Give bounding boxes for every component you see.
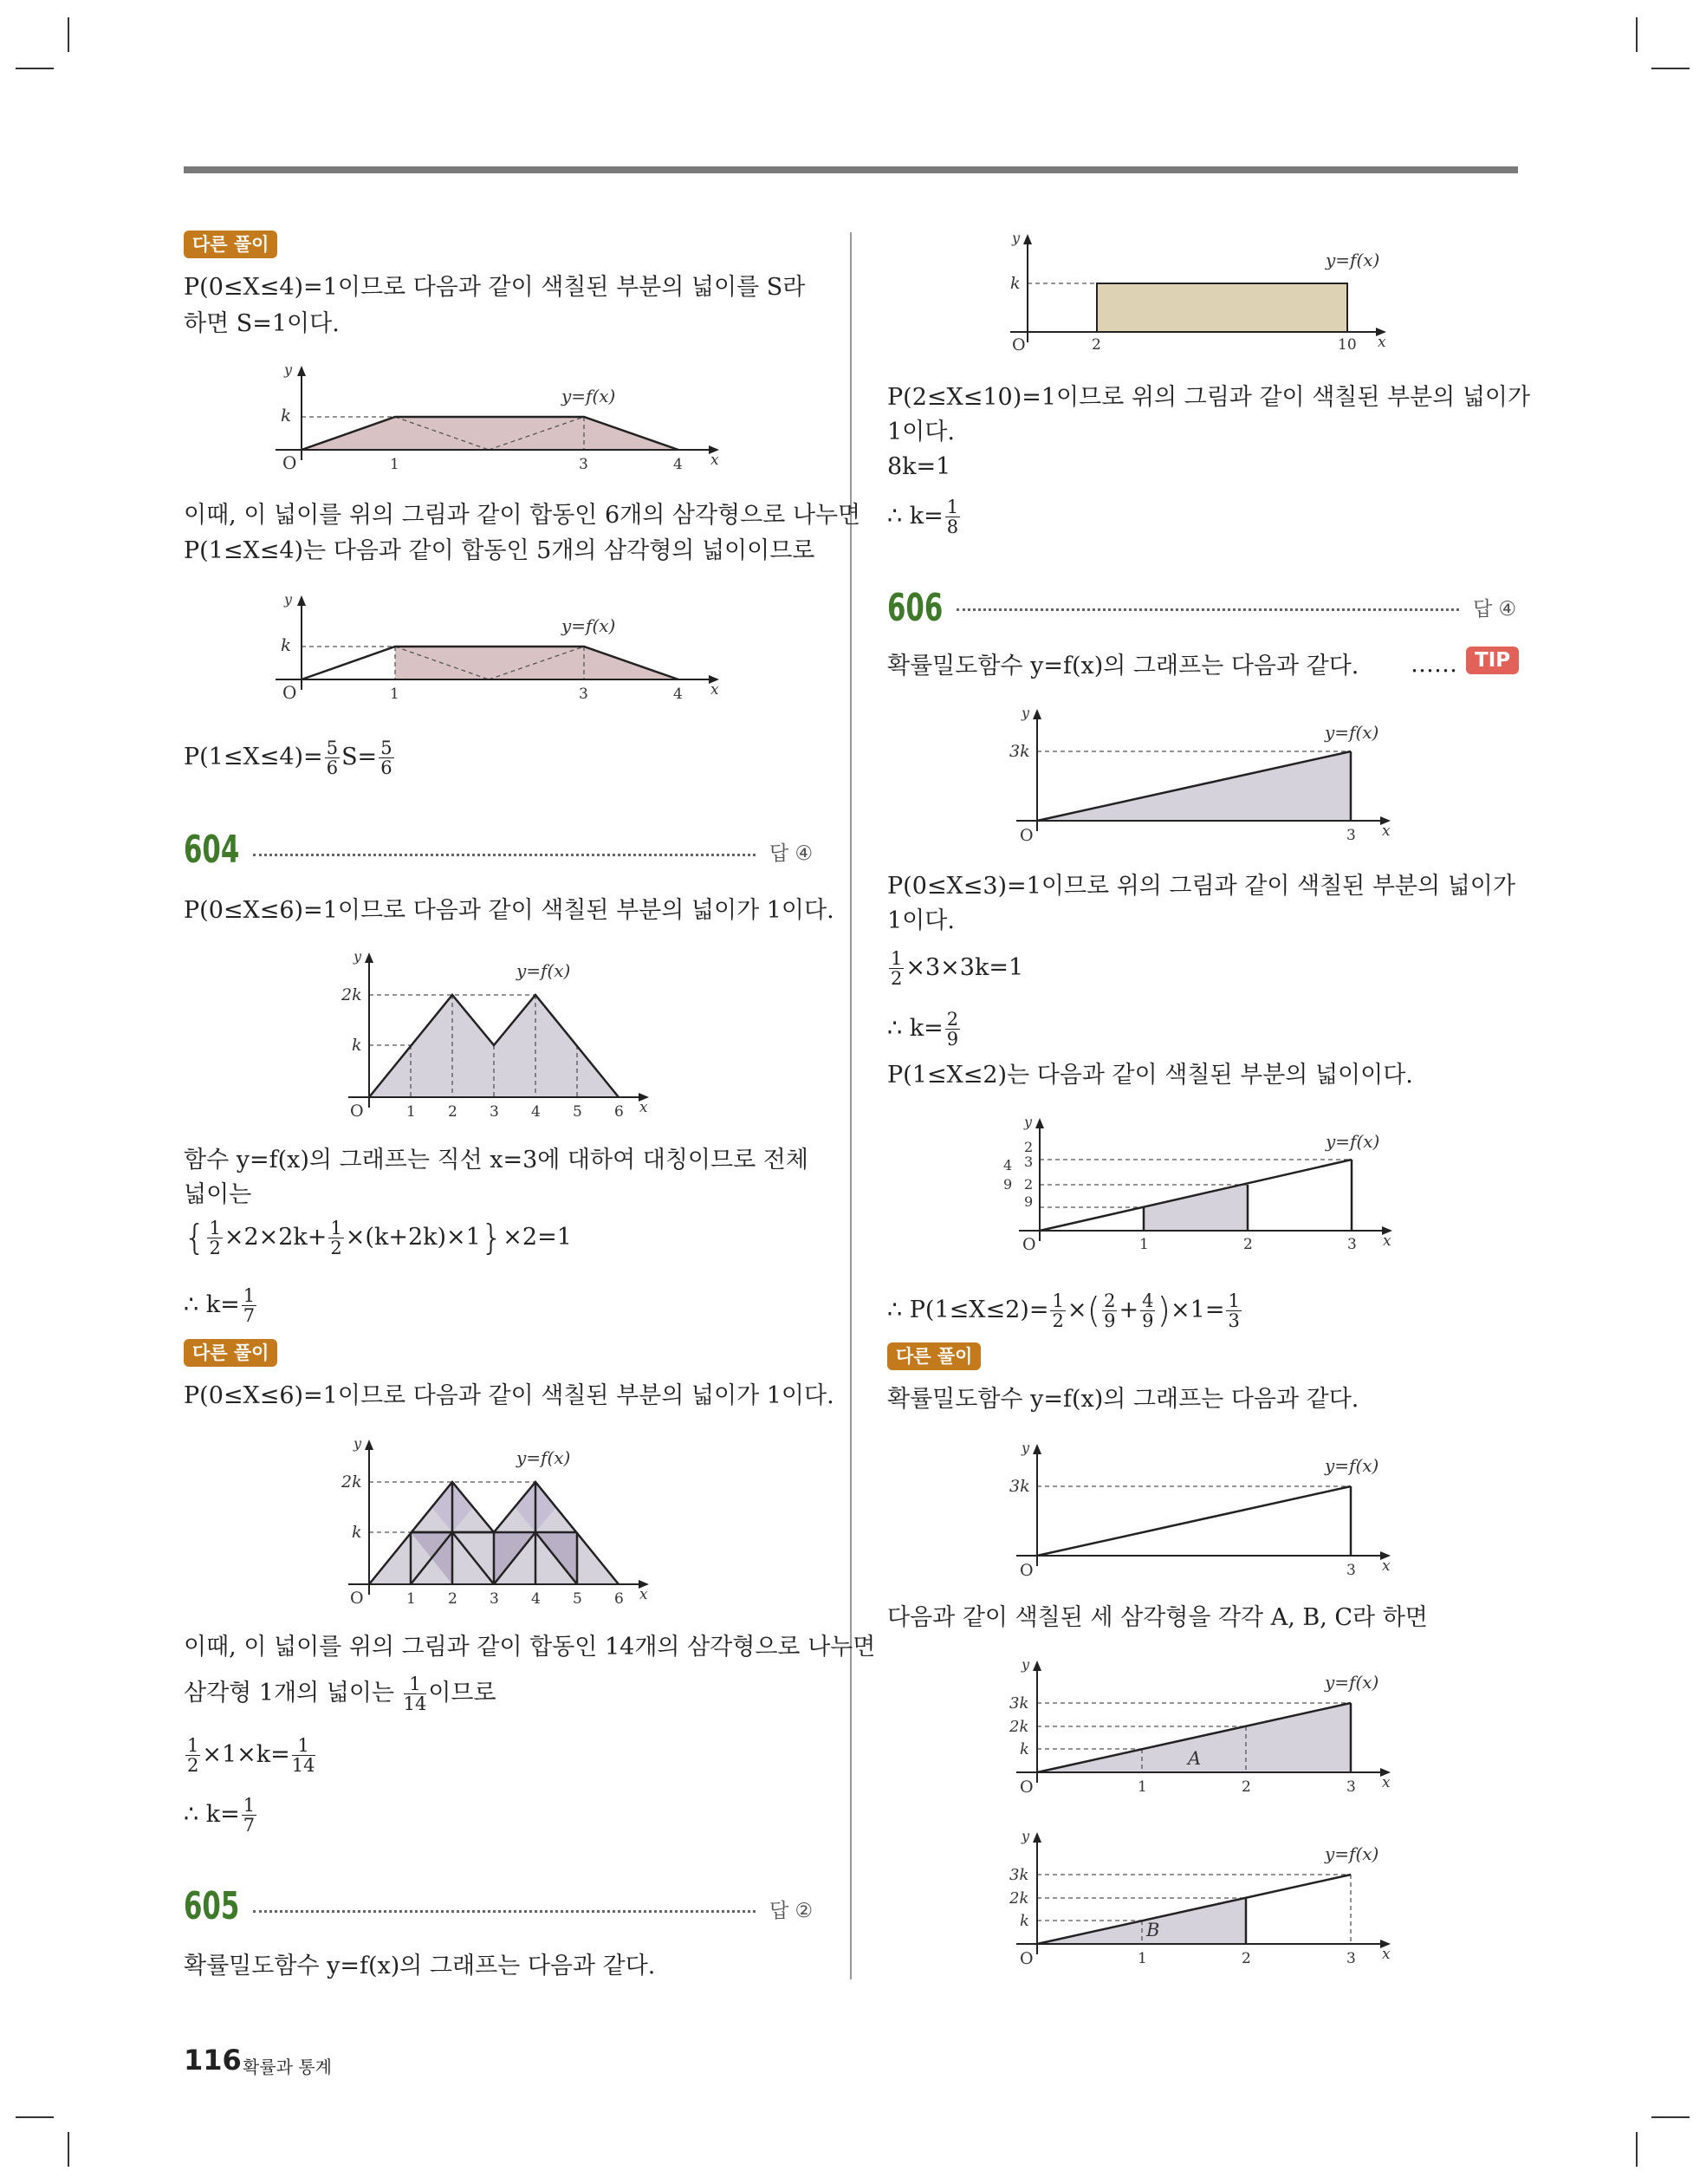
tick-label: 2 [448,1103,457,1121]
y-label: y [284,591,293,608]
y-label: y [284,361,293,378]
tick-label: 3 [1347,1236,1357,1253]
graph-uniform [1003,227,1411,357]
function-label: y=f(x) [1325,1843,1379,1864]
origin-label: O [1020,826,1034,845]
x-label: x [639,1099,648,1116]
problem-number: 604 [184,828,240,872]
origin-label: O [282,452,297,473]
text-line: 넓이는 [184,1181,252,1208]
shaded-region [302,417,678,450]
text-line: 1이다. [887,907,955,934]
tick-label: 4 [673,456,683,473]
equation-line: $\frac{1}{2}$ ×3×3k=1 [891,948,1024,989]
fraction: $\frac{1}{3}$ [1228,1290,1240,1331]
alt-solution-badge: 다른 풀이 [184,231,277,258]
text-line: 1이다. [887,419,955,445]
text-line: P(0≤X≤4)=1이므로 다음과 같이 색칠된 부분의 넓이를 S라 [184,274,806,301]
tick-label: 3 [1346,1562,1356,1579]
tip-badge[interactable]: TIP [1466,647,1519,674]
text-line: 함수 y=f(x)의 그래프는 직선 x=3에 대하여 대칭이므로 전체 [184,1147,808,1173]
tick-label: 2 [448,1590,457,1608]
answer-label: 답 ④ [1473,598,1517,621]
subject-label: 확률과 통계 [243,2057,332,2077]
y-label: y [1022,705,1030,721]
tick-label: 4 [531,1590,541,1608]
dotted-leader [253,854,756,856]
fraction: $\frac{1}{14}$ [403,1674,427,1714]
origin-label: O [1020,1561,1034,1580]
tick-label: 2 [1242,1950,1251,1967]
fraction: $\frac{2}{9}$ [946,1009,959,1050]
x-label: x [1383,1232,1391,1250]
fraction: $\frac{1}{14}$ [291,1735,315,1776]
graph-linear-triangle-B [1008,1827,1406,1970]
fraction: $\frac{2}{9}$ [1104,1290,1116,1331]
tick-label: 2k [341,985,362,1004]
tick-label: 3 [1346,827,1356,844]
tick-label: 6 [614,1590,624,1608]
tick-label: 3k [1009,1694,1029,1713]
equation-line: { $\frac{1}{2}$ ×2×2k+ $\frac{1}{2}$ ×(k+2k)×1}×2=1 [184,1218,572,1258]
tick-label: k [352,1036,362,1055]
function-label: y=f(x) [1325,1455,1379,1476]
equation-line: ∴ k= $\frac{2}{9}$ [887,1009,959,1050]
answer-label: 답 ④ [769,842,814,865]
text-line: P(0≤X≤6)=1이므로 다음과 같이 색칠된 부분의 넓이가 1이다. [184,1382,834,1409]
page-number: 116 [184,2044,242,2077]
tick-label: 5 [573,1103,582,1121]
y-label: y [1022,1440,1030,1456]
origin-label: O [282,682,297,703]
tick-label: 3k [1009,742,1030,761]
tick-label: 3k [1009,1477,1030,1496]
equation-line: P(1≤X≤4)= $\frac{5}{6}$ S= $\frac{5}{6}$ [184,738,392,778]
graph-double-peak-2 [340,1434,669,1608]
tick-label: 1 [390,456,399,473]
tick-label: k [281,405,292,426]
tick-label: 2 [1243,1236,1253,1253]
x-label: x [1382,1557,1391,1575]
tick-label: k [1020,1912,1029,1930]
function-label: y=f(x) [1325,722,1379,743]
tick-label: 1 [390,686,399,703]
fraction: $\frac{1}{7}$ [243,1795,256,1836]
text-line: 하면 S=1이다. [184,310,340,337]
origin-label: O [1020,1778,1034,1797]
equation-line: ∴ k= $\frac{1}{7}$ [184,1795,256,1836]
fraction: $\frac{1}{2}$ [330,1218,342,1258]
shaded-region [1097,283,1347,332]
text-line: P(1≤X≤2)는 다음과 같이 색칠된 부분의 넓이이다. [887,1062,1413,1089]
tick-label: 1 [1138,1950,1147,1967]
tick-label: k [352,1523,362,1542]
text-line: 이때, 이 넓이를 위의 그림과 같이 합동인 6개의 삼각형으로 나누면 [184,502,861,529]
origin-label: O [1012,335,1026,354]
y-label: y [1012,230,1021,246]
dotted-leader [957,608,1459,611]
tick-label: 2 [1024,1176,1034,1193]
tick-label: 1 [1138,1778,1147,1796]
crop-mark [16,68,54,69]
tick-label: k [1010,274,1021,293]
fraction: $\frac{1}{7}$ [243,1285,256,1326]
crop-mark [1636,17,1638,52]
function-label: y=f(x) [1325,1672,1379,1693]
function-label: y=f(x) [561,615,616,636]
text-line: 8k=1 [887,453,951,480]
tick-label: k [281,634,292,655]
crop-mark [1636,2132,1638,2167]
crop-mark [68,2132,69,2167]
problem-number: 605 [184,1884,240,1928]
fraction: $\frac{1}{2}$ [209,1218,221,1258]
equation-line: ∴ P(1≤X≤2)= $\frac{1}{2}$ ×( $\frac{2}{9}$ + $\frac{4}{9}$ )×1= $\frac{1}{3}$ [887,1290,1240,1331]
y-label: y [354,948,362,965]
tick-label: 1 [1139,1236,1149,1253]
tick-label: 3 [579,456,588,473]
tick-label: 3 [1024,1154,1034,1170]
graph-trapezoid-2 [276,592,743,705]
tick-label: 2 [1024,1139,1034,1155]
curve [1037,1486,1351,1556]
tick-label: 4 [531,1103,541,1121]
text-line: P(1≤X≤4)는 다음과 같이 합동인 5개의 삼각형의 넓이이므로 [184,537,815,564]
tick-label: 2 [1092,336,1101,354]
x-label: x [710,452,719,469]
y-label: y [1022,1828,1030,1844]
graph-linear-1 [1008,704,1406,851]
tick-label: 9 [1003,1176,1013,1193]
tick-label: 9 [1024,1193,1034,1210]
crop-mark [1651,68,1690,69]
tick-label: 1 [406,1103,416,1121]
x-label: x [1378,334,1386,351]
graph-double-peak-1 [340,947,669,1121]
tick-label: 3 [1346,1778,1356,1796]
y-label: y [354,1435,362,1452]
fraction: $\frac{4}{9}$ [1142,1290,1154,1331]
graph-linear-2 [988,1113,1412,1260]
text-line: 확률밀도함수 y=f(x)의 그래프는 다음과 같다. [184,1953,656,1979]
tick-label: 4 [673,686,683,703]
tick-label: 3 [579,686,588,703]
text-line: 확률밀도함수 y=f(x)의 그래프는 다음과 같다. [887,1386,1359,1413]
shaded-region [1144,1185,1248,1231]
origin-label: O [1022,1235,1036,1254]
function-label: y=f(x) [516,1447,571,1468]
y-label: y [1022,1656,1030,1673]
tick-label: 5 [573,1590,582,1608]
function-label: y=f(x) [516,960,571,981]
x-label: x [1382,822,1391,840]
x-label: x [1382,1946,1391,1963]
tick-label: 2k [341,1472,362,1492]
problem-number: 606 [887,586,944,630]
region-label: A [1188,1748,1202,1769]
tick-label: 3 [490,1103,499,1121]
tick-label: 2 [1242,1778,1251,1796]
tick-label: 10 [1338,336,1357,354]
tick-label: 3k [1009,1866,1029,1884]
text-line: P(0≤X≤6)=1이므로 다음과 같이 색칠된 부분의 넓이가 1이다. [184,897,834,924]
graph-linear-3 [1008,1439,1406,1582]
fraction: $\frac{1}{2}$ [1052,1290,1064,1331]
tick-label: 6 [614,1103,624,1121]
column-divider [850,232,852,1979]
text-line: P(0≤X≤3)=1이므로 위의 그림과 같이 색칠된 부분의 넓이가 [887,873,1515,900]
function-label: y=f(x) [1326,250,1380,270]
text-line: 확률밀도함수 y=f(x)의 그래프는 다음과 같다. [887,653,1359,679]
header-rule [184,166,1518,173]
y-label: y [1024,1114,1033,1130]
equation-line: ∴ k= $\frac{1}{8}$ [887,497,959,537]
crop-mark [1651,2116,1690,2118]
equation-line: ∴ k= $\frac{1}{7}$ [184,1285,256,1326]
function-label: y=f(x) [1326,1131,1380,1152]
alt-solution-badge: 다른 풀이 [184,1339,277,1367]
fraction: $\frac{1}{2}$ [187,1735,199,1776]
function-label: y=f(x) [561,386,616,406]
text-line: 다음과 같이 색칠된 세 삼각형을 각각 A, B, C라 하면 [887,1604,1428,1631]
fraction: $\frac{5}{6}$ [326,738,339,778]
fraction: $\frac{1}{8}$ [946,497,959,537]
text-line: 이때, 이 넓이를 위의 그림과 같이 합동인 14개의 삼각형으로 나누면 [184,1634,876,1661]
dotted-leader-text: …… [1411,651,1457,678]
region-label: B [1146,1920,1160,1940]
x-label: x [1382,1774,1391,1791]
crop-mark [16,2116,54,2118]
tick-label: 2k [1009,1889,1029,1908]
tick-label: 2k [1009,1718,1029,1736]
equation-line: 삼각형 1개의 넓이는 $\frac{1}{14}$ 이므로 [184,1674,496,1714]
origin-label: O [350,1102,364,1121]
fraction: $\frac{5}{6}$ [380,738,392,778]
origin-label: O [1020,1949,1034,1968]
dotted-leader [253,1910,756,1913]
tick-label: 1 [406,1590,416,1608]
tick-label: 3 [490,1590,499,1608]
tick-label: 3 [1346,1950,1356,1967]
x-label: x [710,681,719,699]
answer-label: 답 ② [769,1900,814,1922]
crop-mark [68,17,69,52]
tick-label: k [1020,1740,1029,1758]
text-line: P(2≤X≤10)=1이므로 위의 그림과 같이 색칠된 부분의 넓이가 [887,384,1531,411]
graph-trapezoid-1 [276,362,743,475]
alt-solution-badge: 다른 풀이 [887,1342,981,1370]
graph-linear-triangle-A [1008,1655,1406,1798]
fraction: $\frac{1}{2}$ [891,948,903,989]
origin-label: O [350,1589,364,1608]
equation-line: $\frac{1}{2}$ ×1×k= $\frac{1}{14}$ [187,1735,315,1776]
tick-label: 4 [1003,1157,1013,1173]
x-label: x [639,1586,648,1603]
